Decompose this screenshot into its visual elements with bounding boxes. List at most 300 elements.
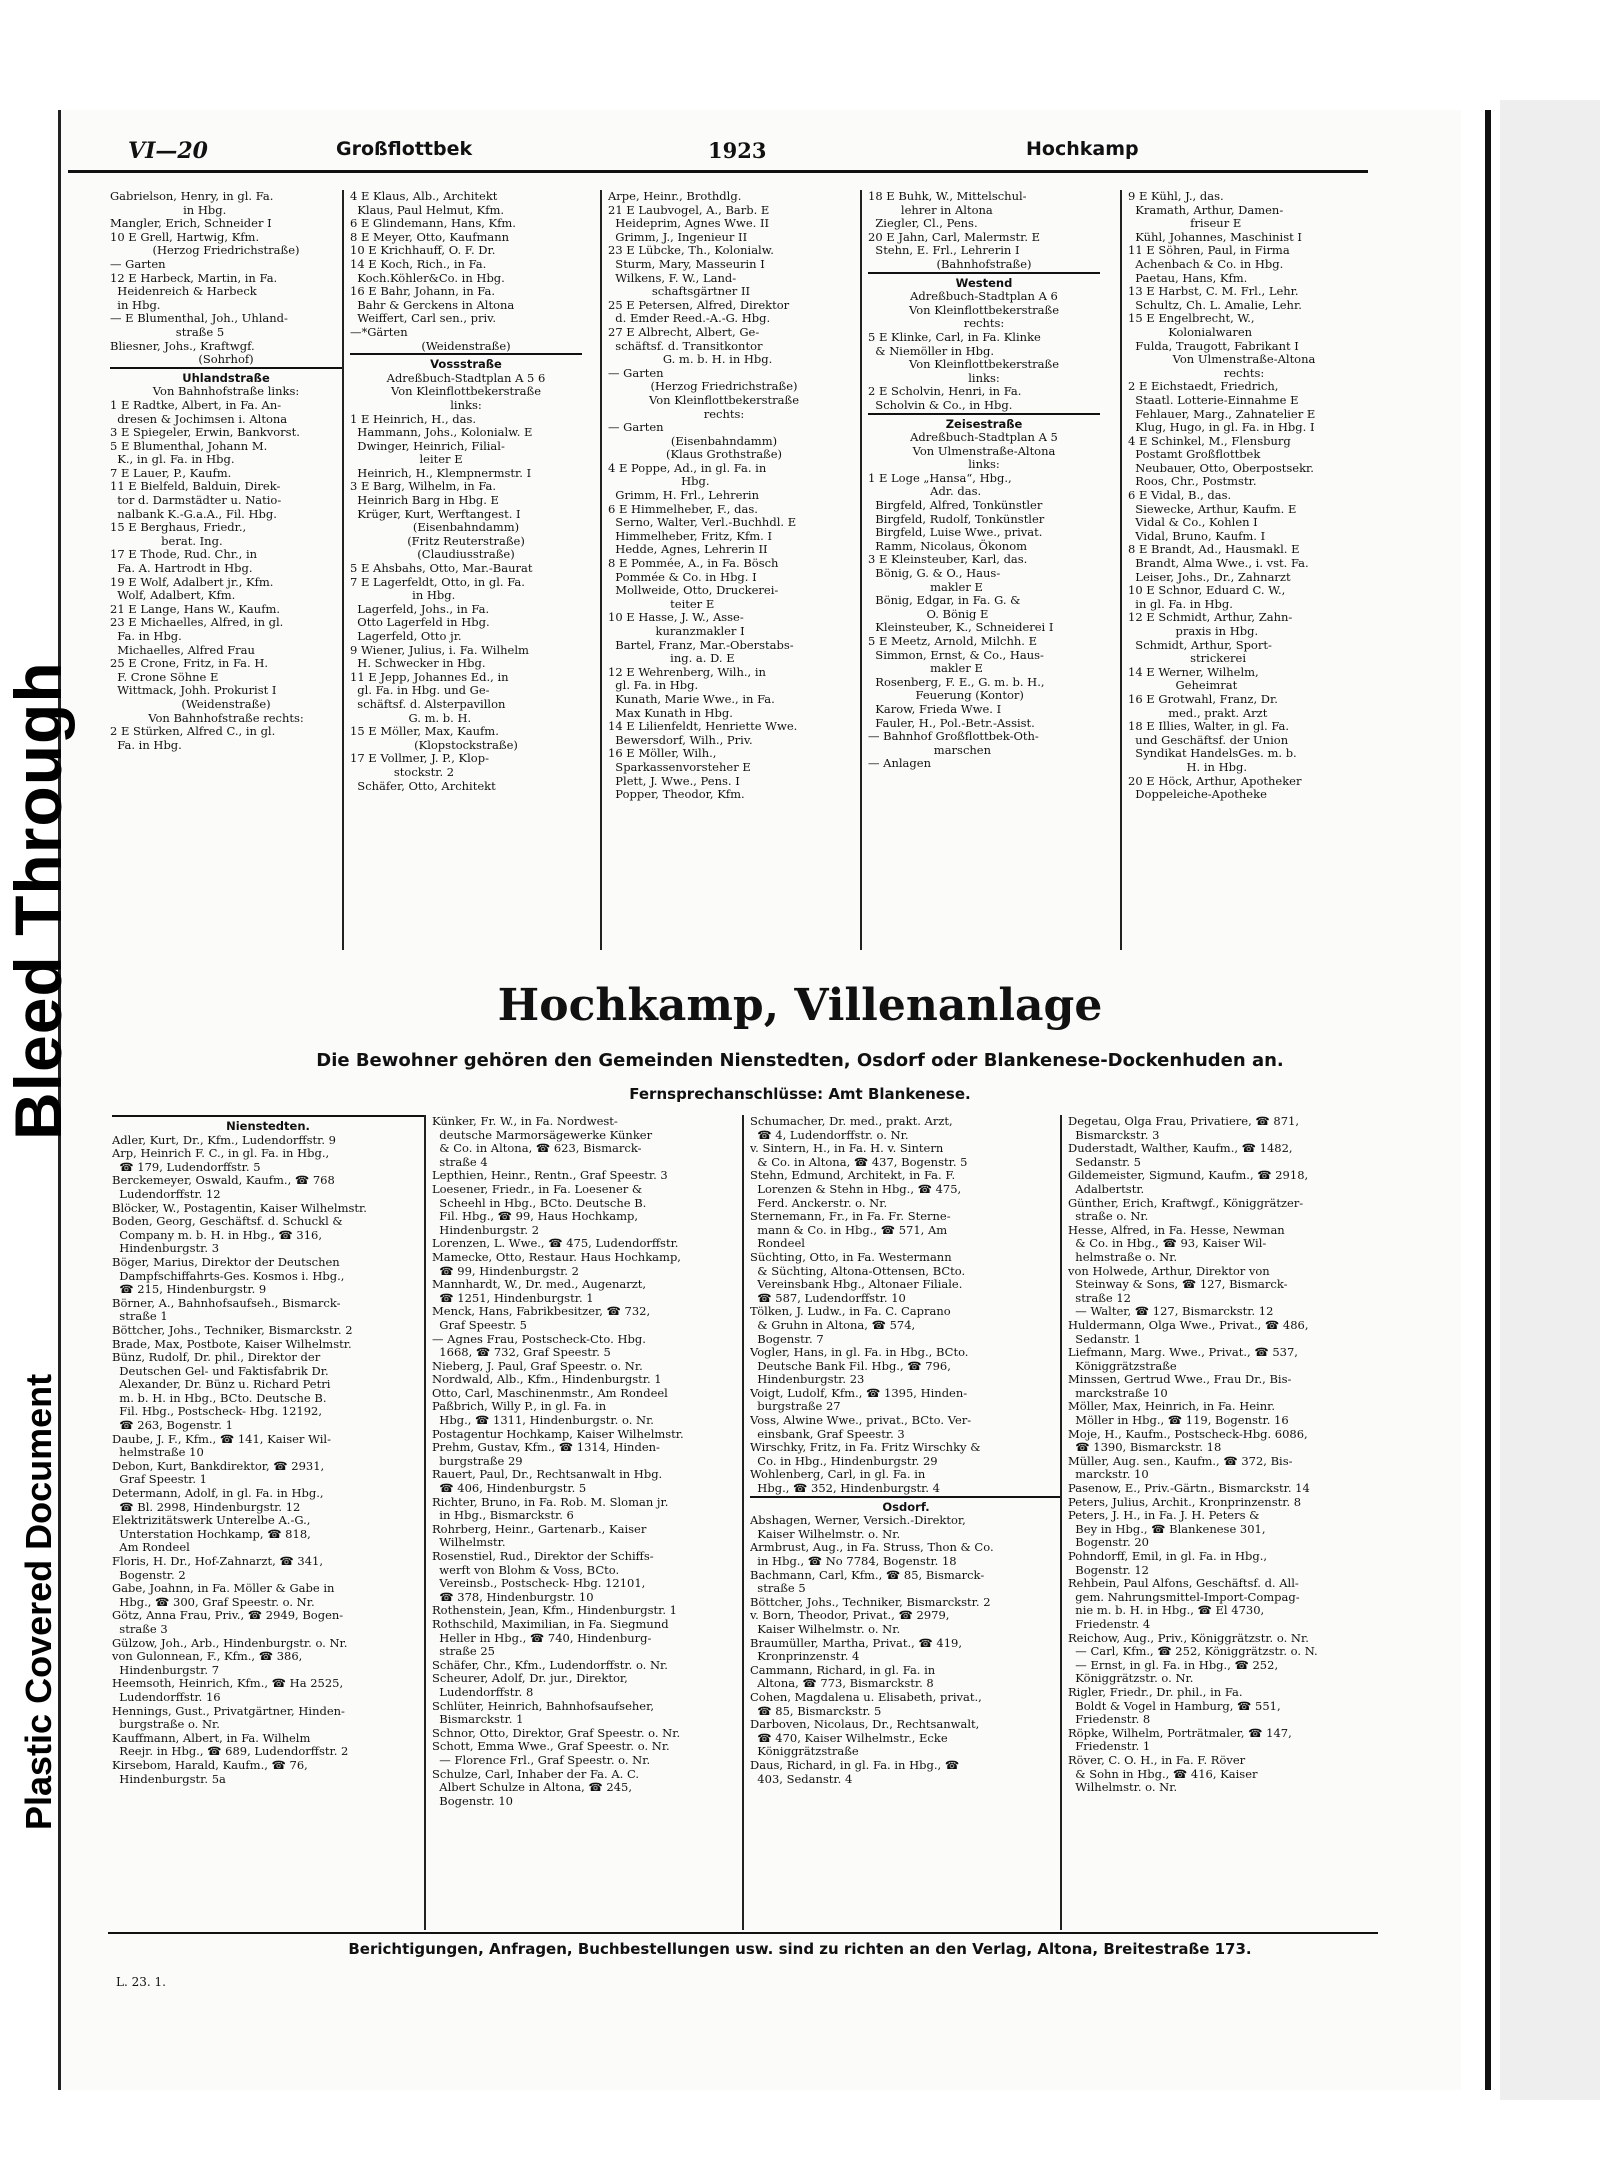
directory-entry: 23 E Lübcke, Th., Kolonialw. (608, 243, 774, 258)
directory-entry: 10 E Hasse, J. W., Asse- (608, 610, 744, 625)
street-heading: Uhlandstraße (110, 367, 342, 386)
cross-street-note: Von Bahnhofstraße rechts: (148, 710, 304, 725)
directory-entry: 8 E Meyer, Otto, Kaufmann (350, 229, 510, 244)
directory-entry: m. b. H. in Hbg., BCto. Deutsche B. (112, 1390, 327, 1405)
directory-entry: Karow, Frieda Wwe. I (868, 701, 1002, 716)
directory-entry: Heemsoth, Heinrich, Kfm., ☎ Ha 2525, (112, 1676, 344, 1691)
directory-entry: Heinrich Barg in Hbg. E (350, 493, 499, 508)
directory-entry: Otto Lagerfeld in Hbg. (350, 615, 490, 630)
directory-entry: Fa. A. Hartrodt in Hbg. (110, 561, 253, 576)
directory-entry: Graf Speestr. 5 (432, 1317, 527, 1332)
directory-entry: Koch.Köhler&Co. in Hbg. (350, 270, 505, 285)
cross-street-note: Von Kleinflottbekerstraße (908, 357, 1060, 372)
directory-entry: Bahr & Gerckens in Altona (350, 297, 515, 312)
directory-entry: Co. in Hbg., Hindenburgstr. 29 (750, 1453, 938, 1468)
directory-entry: Bogenstr. 2 (112, 1567, 186, 1582)
directory-entry: 18 E Buhk, W., Mittelschul- (868, 190, 1027, 203)
directory-entry: Adalbertstr. (1068, 1181, 1145, 1196)
directory-entry: 12 E Harbeck, Martin, in Fa. (110, 270, 278, 285)
directory-entry: & Co. in Hbg., ☎ 93, Kaiser Wil- (1068, 1236, 1267, 1251)
directory-entry: Paßbrich, Willy P., in gl. Fa. in (432, 1399, 607, 1414)
directory-entry: 25 E Crone, Fritz, in Fa. H. (110, 656, 269, 671)
directory-entry: in Hbg. (110, 297, 161, 312)
directory-entry: — E Blumenthal, Joh., Uhland- (110, 311, 288, 326)
cross-street-note: (Eisenbahndamm) (670, 433, 778, 448)
directory-entry: 2 E Stürken, Alfred C., in gl. (110, 724, 276, 739)
directory-entry: Birgfeld, Rudolf, Tonkünstler (868, 511, 1045, 526)
directory-entry: Kaiser Wilhelmstr. o. Nr. (750, 1621, 901, 1636)
directory-entry: H. Schwecker in Hbg. (350, 656, 486, 671)
cross-street-note: Von Bahnhofstraße links: (152, 384, 300, 399)
directory-entry: Brade, Max, Postbote, Kaiser Wilhelmstr. (112, 1336, 352, 1351)
directory-entry: Götz, Anna Frau, Priv., ☎ 2949, Bogen- (112, 1608, 344, 1623)
directory-entry: — Florence Frl., Graf Speestr. o. Nr. (432, 1752, 651, 1767)
directory-entry: straße 5 (110, 324, 225, 339)
directory-entry: 11 E Jepp, Johannes Ed., in (350, 669, 509, 684)
directory-entry: 10 E Grell, Hartwig, Kfm. (110, 229, 260, 244)
directory-entry: 16 E Grotwahl, Franz, Dr. (1128, 691, 1278, 706)
directory-entry: Hbg., ☎ 352, Hindenburgstr. 4 (750, 1481, 940, 1496)
directory-entry: 14 E Werner, Wilhelm, (1128, 664, 1259, 679)
directory-entry: Arp, Heinrich F. C., in gl. Fa. in Hbg., (112, 1146, 330, 1161)
directory-entry: straße 1 (112, 1309, 168, 1324)
directory-entry: Hedde, Agnes, Lehrerin II (608, 542, 768, 557)
directory-entry: Adr. das. (868, 484, 982, 499)
directory-entry: Lagerfeld, Otto jr. (350, 629, 462, 643)
directory-entry: gl. Fa. in Hbg. (608, 678, 699, 693)
directory-entry: marckstraße 10 (1068, 1385, 1168, 1400)
directory-entry: Scheurer, Adolf, Dr. jur., Direktor, (432, 1671, 628, 1686)
directory-entry: Geheimrat (1128, 678, 1238, 693)
directory-entry: & Süchting, Altona-Ottensen, BCto. (750, 1263, 966, 1278)
directory-entry: Roos, Chr., Postmstr. (1128, 474, 1257, 489)
directory-entry: Heller in Hbg., ☎ 740, Hindenburg- (432, 1630, 652, 1645)
directory-entry: — Walter, ☎ 127, Bismarckstr. 12 (1068, 1304, 1274, 1319)
directory-entry: Wittmack, Johh. Prokurist I (110, 683, 277, 698)
page-header (68, 130, 1368, 173)
directory-entry: Achenbach & Co. in Hbg. (1128, 256, 1284, 271)
directory-entry: Scheehl in Hbg., BCto. Deutsche B. (432, 1195, 647, 1210)
directory-entry: Kramath, Arthur, Damen- (1128, 202, 1284, 217)
directory-entry: Loesener, Friedr., in Fa. Loesener & (432, 1181, 643, 1196)
directory-entry: 6 E Himmelheber, F., das. (608, 501, 758, 516)
column-divider (342, 190, 344, 950)
directory-entry: Schlüter, Heinrich, Bahnhofsaufseher, (432, 1698, 654, 1713)
directory-entry: Debon, Kurt, Bankdirektor, ☎ 2931, (112, 1458, 325, 1473)
directory-entry: ☎ 587, Ludendorffstr. 10 (750, 1290, 906, 1305)
directory-entry: v. Sintern, H., in Fa. H. v. Sintern (750, 1141, 944, 1156)
directory-entry: Blöcker, W., Postagentin, Kaiser Wilhelmstr. (112, 1200, 367, 1215)
directory-entry: Birgfeld, Alfred, Tonkünstler (868, 498, 1043, 513)
directory-entry: Hindenburgstr. 3 (112, 1241, 220, 1256)
directory-entry: Hennings, Gust., Privatgärtner, Hinden- (112, 1703, 345, 1718)
directory-entry: dresen & Jochimsen i. Altona (110, 411, 288, 426)
directory-entry: Bartel, Franz, Mar.-Oberstabs- (608, 637, 794, 652)
directory-entry: Postamt Großflottbek (1128, 447, 1261, 462)
directory-entry: Heideprim, Agnes Wwe. II (608, 216, 770, 231)
directory-entry: ☎ 1390, Bismarckstr. 18 (1068, 1440, 1222, 1455)
directory-entry: Friedenstr. 4 (1068, 1616, 1151, 1631)
directory-entry: Mangler, Erich, Schneider I (110, 216, 272, 231)
directory-entry: ☎ 470, Kaiser Wilhelmstr., Ecke (750, 1730, 948, 1745)
cross-street-note: links: (968, 457, 1000, 472)
cross-street-note: Von Ulmenstraße-Altona (912, 443, 1056, 458)
directory-entry: Ferd. Anckerstr. o. Nr. (750, 1195, 888, 1210)
telephone-note: Fernsprechanschlüsse: Amt Blankenese. (629, 1085, 971, 1103)
directory-entry: kuranzmakler I (608, 624, 745, 638)
cross-street-note: Von Kleinflottbekerstraße (390, 384, 542, 399)
directory-entry: Sternemann, Fr., in Fa. Fr. Sterne- (750, 1209, 951, 1224)
directory-entry: 12 E Wehrenberg, Wilh., in (608, 664, 766, 679)
directory-entry: straße 4 (432, 1154, 488, 1169)
directory-entry: Bogenstr. 7 (750, 1331, 824, 1346)
directory-entry: Sparkassenvorsteher E (608, 759, 751, 774)
directory-entry: — Garten (608, 420, 664, 435)
column-divider (1120, 190, 1122, 950)
directory-entry: Königgrätzstraße (750, 1744, 859, 1759)
cross-street-note: (Klopstockstraße) (414, 737, 518, 752)
directory-entry: ☎ 378, Hindenburgstr. 10 (432, 1589, 594, 1604)
directory-entry: Stehn, E. Frl., Lehrerin I (868, 243, 1020, 258)
directory-entry: deutsche Marmorsägewerke Künker (432, 1127, 653, 1142)
directory-entry: von Gulonnean, F., Kfm., ☎ 386, (112, 1649, 303, 1664)
directory-entry: in Hbg. (110, 202, 227, 217)
directory-entry: Rondeel (750, 1236, 805, 1251)
directory-entry: 6 E Vidal, B., das. (1128, 488, 1232, 503)
directory-entry: Ludendorffstr. 8 (432, 1684, 534, 1699)
directory-entry: Wilkens, F. W., Land- (608, 270, 737, 285)
directory-entry: Schäfer, Otto, Architekt (350, 778, 496, 793)
directory-entry: Simmon, Ernst, & Co., Haus- (868, 647, 1044, 662)
directory-entry: G. m. b. H. in Hbg. (608, 352, 773, 367)
directory-entry: 16 E Möller, Wilh., (608, 746, 717, 761)
directory-entry: 19 E Wolf, Adalbert jr., Kfm. (110, 574, 274, 589)
directory-entry: Friedenstr. 1 (1068, 1739, 1151, 1754)
directory-entry: Rauert, Paul, Dr., Rechtsanwalt in Hbg. (432, 1467, 663, 1482)
directory-entry: 15 E Berghaus, Friedr., (110, 520, 247, 535)
directory-entry: Ramm, Nicolaus, Ökonom (868, 538, 1028, 553)
directory-entry: — Ernst, in gl. Fa. in Hbg., ☎ 252, (1068, 1657, 1279, 1672)
directory-entry: gem. Nahrungsmittel-Import-Compag- (1068, 1589, 1300, 1604)
directory-entry: Menck, Hans, Fabrikbesitzer, ☎ 732, (432, 1304, 651, 1319)
directory-entry: strickerei (1128, 651, 1247, 666)
cross-street-note: (Claudiusstraße) (417, 547, 515, 562)
directory-entry: K., in gl. Fa. in Hbg. (110, 452, 235, 467)
directory-entry: Rothenstein, Jean, Kfm., Hindenburgstr. 1 (432, 1603, 677, 1618)
cross-street-note: rechts: (963, 316, 1005, 331)
directory-entry: Fulda, Traugott, Fabrikant I (1128, 338, 1299, 353)
footer-rule (108, 1932, 1378, 1934)
directory-entry: 4 E Poppe, Ad., in gl. Fa. in (608, 460, 767, 475)
directory-entry: Gabe, Joahnn, in Fa. Möller & Gabe in (112, 1581, 335, 1596)
directory-entry: Pommée & Co. in Hbg. I (608, 569, 757, 584)
directory-entry: 1668, ☎ 732, Graf Speestr. 5 (432, 1345, 611, 1360)
directory-entry: Bliesner, Johs., Kraftwgf. (110, 338, 255, 353)
directory-entry: helmstraße o. Nr. (1068, 1249, 1178, 1264)
directory-entry: Bünz, Rudolf, Dr. phil., Direktor der (112, 1350, 321, 1365)
cross-street-note: (Klaus Grothstraße) (665, 447, 783, 462)
directory-entry: Kirsebom, Harald, Kaufm., ☎ 76, (112, 1757, 308, 1772)
directory-entry: 3 E Kleinsteuber, Karl, das. (868, 552, 1028, 567)
directory-entry: werft von Blohm & Voss, BCto. (432, 1562, 620, 1577)
directory-entry: Bogenstr. 10 (432, 1793, 513, 1808)
directory-entry: Schumacher, Dr. med., prakt. Arzt, (750, 1115, 953, 1128)
directory-entry: helmstraße 10 (112, 1445, 204, 1460)
directory-entry: 20 E Jahn, Carl, Malermstr. E (868, 229, 1041, 244)
cross-street-note: Adreßbuch-Stadtplan A 6 (910, 289, 1058, 304)
directory-entry: Gildemeister, Sigmund, Kaufm., ☎ 2918, (1068, 1168, 1309, 1183)
directory-entry: 20 E Höck, Arthur, Apotheker (1128, 773, 1302, 788)
directory-entry: 12 E Schmidt, Arthur, Zahn- (1128, 610, 1293, 625)
directory-entry: Bönig, Edgar, in Fa. G. & (868, 593, 1021, 608)
directory-entry: 3 E Barg, Wilhelm, in Fa. (350, 479, 497, 494)
directory-entry: Günther, Erich, Kraftwgf., Königgrätzer- (1068, 1195, 1304, 1210)
directory-entry: Bachmann, Carl, Kfm., ☎ 85, Bismarck- (750, 1567, 985, 1582)
directory-entry: 1 E Heinrich, H., das. (350, 411, 477, 426)
directory-entry: v. Born, Theodor, Privat., ☎ 2979, (750, 1608, 950, 1623)
directory-entry: Hindenburgstr. 2 (432, 1222, 540, 1237)
directory-entry: Albert Schulze in Altona, ☎ 245, (432, 1780, 632, 1795)
directory-entry: Sedanstr. 5 (1068, 1154, 1142, 1169)
directory-entry: berat. Ing. (110, 533, 223, 548)
directory-entry: Daube, J. F., Kfm., ☎ 141, Kaiser Wil- (112, 1431, 331, 1446)
section-title: Hochkamp, Villenanlage (497, 980, 1103, 1031)
directory-entry: 1 E Loge „Hansa“, Hbg., (868, 470, 1012, 485)
cross-street-note: links: (968, 370, 1000, 385)
directory-entry: Schott, Emma Wwe., Graf Speestr. o. Nr. (432, 1739, 670, 1754)
directory-entry: Nieberg, J. Paul, Graf Speestr. o. Nr. (432, 1358, 643, 1373)
directory-entry: Huldermann, Olga Wwe., Privat., ☎ 486, (1068, 1317, 1309, 1332)
directory-entry: Peters, Julius, Archit., Kronprinzenstr. 8 (1068, 1494, 1302, 1509)
directory-entry: Vereinsb., Postscheck- Hbg. 12101, (432, 1576, 646, 1591)
header-place: Großflottbek (336, 138, 473, 160)
directory-entry: straße 3 (112, 1621, 168, 1636)
directory-entry: 8 E Pommée, A., in Fa. Bösch (608, 556, 779, 571)
directory-entry: ☎ 179, Ludendorffstr. 5 (112, 1159, 261, 1174)
directory-entry: 2 E Scholvin, Henri, in Fa. (868, 384, 1022, 399)
directory-entry: Gülzow, Joh., Arb., Hindenburgstr. o. Nr. (112, 1635, 348, 1650)
directory-entry: Fa. in Hbg. (110, 629, 182, 643)
directory-entry: ☎ 85, Bismarckstr. 5 (750, 1703, 882, 1718)
directory-entry: 5 E Klinke, Carl, in Fa. Klinke (868, 329, 1041, 344)
directory-entry: Klaus, Paul Helmut, Kfm. (350, 202, 505, 217)
directory-entry: Müller, Aug. sen., Kaufm., ☎ 372, Bis- (1068, 1453, 1293, 1468)
directory-entry: Tölken, J. Ludw., in Fa. C. Caprano (750, 1304, 951, 1319)
directory-entry: Fehlauer, Marg., Zahnatelier E (1128, 406, 1316, 421)
directory-entry: Röver, C. O. H., in Fa. F. Röver (1068, 1752, 1246, 1767)
directory-entry: Armbrust, Aug., in Fa. Struss, Thon & Co. (750, 1540, 994, 1555)
directory-entry: Pohndorff, Emil, in gl. Fa. in Hbg., (1068, 1549, 1268, 1563)
column-divider (860, 190, 862, 950)
directory-entry: Fil. Hbg., Postscheck- Hbg. 12192, (112, 1404, 322, 1419)
directory-entry: G. m. b. H. (350, 710, 472, 725)
directory-column (1068, 1115, 1380, 1930)
directory-entry: Lorenzen & Stehn in Hbg., ☎ 475, (750, 1181, 962, 1196)
directory-entry: Mollweide, Otto, Druckerei- (608, 583, 779, 598)
directory-entry: Hindenburgstr. 23 (750, 1372, 865, 1387)
directory-entry: 13 E Harbst, C. M. Frl., Lehr. (1128, 284, 1299, 299)
directory-entry: Determann, Adolf, in gl. Fa. in Hbg., (112, 1486, 324, 1501)
directory-entry: 4 E Klaus, Alb., Architekt (350, 190, 498, 203)
directory-entry: & Co. in Altona, ☎ 623, Bismarck- (432, 1141, 642, 1156)
directory-entry: Degetau, Olga Frau, Privatiere, ☎ 871, (1068, 1115, 1299, 1128)
directory-entry: ing. a. D. E (608, 651, 735, 666)
directory-entry: Gabrielson, Henry, in gl. Fa. (110, 190, 274, 203)
directory-entry: Lepthien, Heinr., Rentn., Graf Speestr. 3 (432, 1168, 668, 1183)
directory-entry: & Niemöller in Hbg. (868, 343, 995, 358)
header-street: Hochkamp (1026, 138, 1139, 160)
directory-entry: 6 E Glindemann, Hans, Kfm. (350, 216, 516, 231)
directory-entry: einsbank, Graf Speestr. 3 (750, 1426, 905, 1441)
directory-entry: Schulze, Carl, Inhaber der Fa. A. C. (432, 1766, 640, 1781)
directory-entry: Postagentur Hochkamp, Kaiser Wilhelmstr. (432, 1426, 684, 1441)
directory-entry: straße 5 (750, 1581, 806, 1596)
directory-entry: Wirschky, Fritz, in Fa. Fritz Wirschky & (750, 1440, 981, 1455)
cross-street-note: (Eisenbahndamm) (412, 520, 520, 535)
directory-entry: 16 E Bahr, Johann, in Fa. (350, 284, 495, 299)
directory-entry: Königgrätzstraße (1068, 1358, 1177, 1373)
directory-entry: Schultz, Ch. L. Amalie, Lehr. (1128, 297, 1302, 312)
directory-entry: Rehbein, Paul Alfons, Geschäftsf. d. All- (1068, 1576, 1299, 1591)
directory-entry: Kleinsteuber, K., Schneiderei I (868, 620, 1054, 635)
directory-entry: Schäfer, Chr., Kfm., Ludendorffstr. o. Nr. (432, 1657, 668, 1672)
directory-entry: Pasenow, E., Priv.-Gärtn., Bismarckstr. 14 (1068, 1481, 1310, 1496)
directory-entry: Bismarckstr. 1 (432, 1712, 524, 1727)
directory-entry: ☎ 215, Hindenburgstr. 9 (112, 1282, 267, 1297)
directory-entry: Sedanstr. 1 (1068, 1331, 1142, 1346)
directory-entry: Alexander, Dr. Bünz u. Richard Petri (112, 1377, 331, 1392)
header-year: 1923 (708, 138, 767, 163)
directory-entry: & Gruhn in Altona, ☎ 574, (750, 1317, 916, 1332)
directory-entry: Ludendorffstr. 12 (112, 1186, 221, 1201)
directory-entry: 2 E Eichstaedt, Friedrich, (1128, 379, 1279, 394)
directory-entry: Moje, H., Kaufm., Postscheck-Hbg. 6086, (1068, 1426, 1308, 1441)
directory-entry: Lagerfeld, Johs., in Fa. (350, 601, 490, 616)
directory-entry: Rohrberg, Heinr., Gartenarb., Kaiser (432, 1521, 647, 1536)
directory-entry: 11 E Bielfeld, Balduin, Direk- (110, 479, 281, 494)
cross-street-note: Von Ulmenstraße-Altona (1172, 352, 1316, 367)
directory-entry: Braumüller, Martha, Privat., ☎ 419, (750, 1635, 962, 1650)
directory-entry: Arpe, Heinr., Brothdlg. (608, 190, 742, 203)
directory-entry: Hbg., ☎ 300, Graf Speestr. o. Nr. (112, 1594, 315, 1609)
directory-entry: Mamecke, Otto, Restaur. Haus Hochkamp, (432, 1249, 681, 1264)
directory-entry: Fauler, H., Pol.-Betr.-Assist. (868, 715, 1035, 730)
directory-entry: 25 E Petersen, Alfred, Direktor (608, 297, 790, 312)
directory-entry: Süchting, Otto, in Fa. Westermann (750, 1249, 952, 1264)
cross-street-note: (Sohrhof) (198, 352, 254, 367)
directory-entry: Otto, Carl, Maschinenmstr., Am Rondeel (432, 1385, 668, 1400)
directory-entry: Künker, Fr. W., in Fa. Nordwest- (432, 1115, 618, 1128)
directory-entry: Altona, ☎ 773, Bismarckstr. 8 (750, 1676, 934, 1691)
directory-entry: Börner, A., Bahnhofsaufseh., Bismarck- (112, 1295, 341, 1310)
directory-entry: 3 E Spiegeler, Erwin, Bankvorst. (110, 425, 300, 440)
directory-entry: Fil. Hbg., ☎ 99, Haus Hochkamp, (432, 1209, 638, 1224)
directory-entry: — Bahnhof Großflottbek-Oth- (868, 729, 1039, 744)
directory-entry: lehrer in Altona (868, 202, 993, 217)
column-divider (1060, 1115, 1062, 1930)
directory-entry: Prehm, Gustav, Kfm., ☎ 1314, Hinden- (432, 1440, 660, 1455)
directory-entry: Daus, Richard, in gl. Fa. in Hbg., ☎ (750, 1757, 960, 1772)
cross-street-note: rechts: (703, 406, 745, 421)
directory-entry: marckstr. 10 (1068, 1467, 1149, 1482)
directory-entry: Klug, Hugo, in gl. Fa. in Hbg. I (1128, 420, 1315, 435)
directory-entry: Dwinger, Heinrich, Filial- (350, 438, 505, 453)
directory-entry: schäftsf. d. Transitkontor (608, 338, 763, 353)
directory-entry: Hindenburgstr. 5a (112, 1771, 226, 1786)
directory-entry: Kolonialwaren (1128, 324, 1253, 339)
directory-entry: Darboven, Nicolaus, Dr., Rechtsanwalt, (750, 1717, 980, 1732)
directory-entry: Kauffmann, Albert, in Fa. Wilhelm (112, 1730, 311, 1745)
directory-entry: Reichow, Aug., Priv., Königgrätzstr. o. Nr. (1068, 1630, 1309, 1645)
directory-entry: Neubauer, Otto, Oberpostsekr. (1128, 460, 1314, 475)
directory-entry: Max Kunath in Hbg. (608, 705, 733, 720)
directory-entry: Vidal, Bruno, Kaufm. I (1128, 528, 1266, 543)
directory-column (608, 190, 840, 950)
directory-entry: Böttcher, Johs., Techniker, Bismarckstr. 2 (750, 1594, 991, 1609)
directory-entry: teiter E (608, 596, 715, 611)
directory-entry: stockstr. 2 (350, 764, 455, 779)
directory-entry: Ludendorffstr. 16 (112, 1689, 221, 1704)
page-number: VI—20 (128, 138, 208, 164)
directory-entry: Deutsche Bank Fil. Hbg., ☎ 796, (750, 1358, 951, 1373)
directory-entry: Plett, J. Wwe., Pens. I (608, 773, 740, 788)
directory-entry: 5 E Meetz, Arnold, Milchh. E (868, 634, 1037, 648)
cross-street-note: (Bahnhofstraße) (936, 256, 1032, 271)
directory-entry: 8 E Brandt, Ad., Hausmakl. E (1128, 542, 1300, 557)
directory-entry: Bogenstr. 12 (1068, 1562, 1149, 1577)
directory-entry: — Carl, Kfm., ☎ 252, Königgrätzstr. o. N. (1068, 1644, 1318, 1659)
directory-entry: Fa. in Hbg. (110, 737, 182, 752)
directory-entry: Heinrich, H., Klempnermstr. I (350, 465, 532, 480)
directory-entry: 4 E Schinkel, M., Flensburg (1128, 433, 1291, 448)
directory-entry: marschen (868, 742, 992, 757)
directory-entry: Bewersdorf, Wilh., Priv. (608, 732, 753, 747)
directory-entry: Siewecke, Arthur, Kaufm. E (1128, 501, 1297, 516)
cross-street-note: Adreßbuch-Stadtplan A 5 6 (386, 370, 546, 385)
bleed-through-label: Bleed Through (1, 661, 75, 1140)
directory-entry: Sturm, Mary, Masseurin I (608, 256, 765, 271)
directory-entry: H. in Hbg. (1128, 759, 1247, 774)
cross-street-note: (Herzog Friedrichstraße) (650, 379, 798, 394)
directory-entry: friseur E (1128, 216, 1242, 231)
directory-entry: 5 E Ahsbahs, Otto, Mar.-Baurat (350, 561, 533, 576)
directory-entry: Wolf, Adalbert, Kfm. (110, 588, 236, 603)
cross-street-note: (Herzog Friedrichstraße) (152, 243, 300, 258)
directory-entry: burgstraße 29 (432, 1453, 523, 1468)
directory-entry: Abshagen, Werner, Versich.-Direktor, (750, 1513, 966, 1528)
directory-entry: 27 E Albrecht, Albert, Ge- (608, 324, 760, 339)
street-heading: Westend (868, 272, 1100, 291)
directory-entry: Böger, Marius, Direktor der Deutschen (112, 1254, 340, 1269)
street-heading: Osdorf. (750, 1496, 1062, 1515)
directory-entry: 23 E Michaelles, Alfred, in gl. (110, 615, 284, 630)
directory-entry: Unterstation Hochkamp, ☎ 818, (112, 1526, 311, 1541)
directory-entry: 14 E Koch, Rich., in Fa. (350, 256, 487, 271)
directory-entry: Syndikat HandelsGes. m. b. (1128, 746, 1297, 761)
directory-entry: Röpke, Wilhelm, Porträtmaler, ☎ 147, (1068, 1725, 1292, 1740)
directory-entry: O. Bönig E (868, 606, 989, 621)
directory-entry: Michaelles, Alfred Frau (110, 642, 255, 657)
directory-entry: Königgrätzstr. o. Nr. (1068, 1671, 1194, 1686)
directory-column (868, 190, 1100, 950)
directory-entry: Deutschen Gel- und Faktisfabrik Dr. (112, 1363, 329, 1378)
directory-entry: in Hbg. (350, 588, 456, 603)
directory-entry: Hbg. (608, 474, 710, 489)
directory-entry: Voss, Alwine Wwe., privat., BCto. Ver- (750, 1413, 972, 1428)
directory-entry: 7 E Lagerfeldt, Otto, in gl. Fa. (350, 574, 525, 589)
directory-entry: in Hbg., Bismarckstr. 6 (432, 1508, 574, 1523)
directory-entry: Kaiser Wilhelmstr. o. Nr. (750, 1526, 901, 1541)
